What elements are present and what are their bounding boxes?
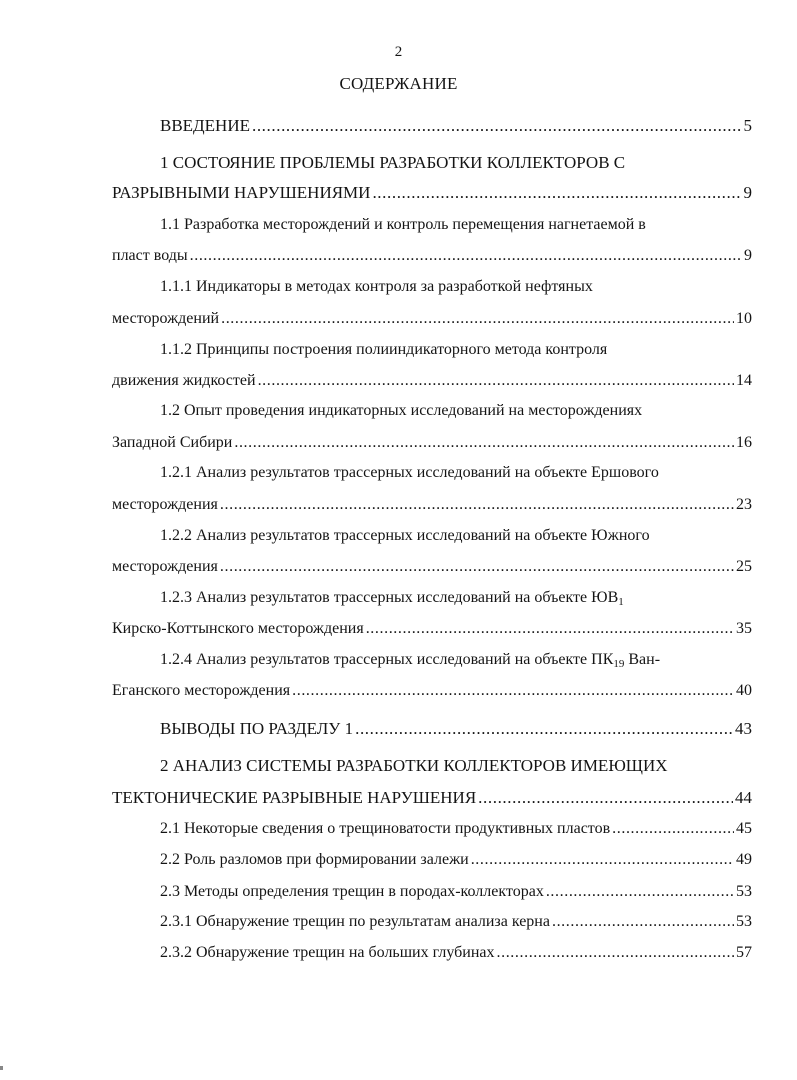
toc-entry-2-3[interactable]	[160, 880, 752, 904]
toc-entry-title: 2.3.1 Обнаружение трещин по результатам анализа керна	[160, 913, 550, 930]
dot-leader	[546, 880, 734, 904]
toc-entry-1-2-1[interactable]	[112, 493, 752, 517]
toc-entry-title-text: 1.2.4 Анализ результатов трассерных исследований на объекте ПК	[160, 651, 614, 668]
toc-entry-conclusions-1[interactable]	[160, 717, 752, 741]
subscript: 1	[618, 596, 624, 608]
toc-entry-section-1-title: 1 СОСТОЯНИЕ ПРОБЛЕМЫ РАЗРАБОТКИ КОЛЛЕКТОРОВ С	[160, 153, 626, 172]
dot-leader	[478, 786, 733, 810]
toc-entry-1-2[interactable]	[112, 431, 752, 455]
toc-entry-title: 2.3.2 Обнаружение трещин на больших глубинах	[160, 944, 495, 961]
toc-page-number: 14	[736, 372, 752, 389]
toc-entry-title: ВВЕДЕНИЕ	[160, 116, 250, 135]
toc-entry-1-2-2-title: 1.2.2 Анализ результатов трассерных исследований на объекте Южного	[160, 527, 650, 544]
toc-entry-introduction[interactable]	[160, 114, 752, 138]
toc-entry-title: Западной Сибири	[112, 434, 233, 451]
toc-entry-title: месторождений	[112, 310, 220, 327]
toc-entry-title: месторождения	[112, 558, 218, 575]
dot-leader	[372, 181, 741, 205]
dot-leader	[220, 493, 734, 517]
toc-entry-2-3-2[interactable]	[160, 941, 752, 965]
toc-entry-1-2-3-title	[160, 586, 752, 610]
toc-entry-1-2-title: 1.2 Опыт проведения индикаторных исследований на месторождениях	[160, 402, 643, 419]
dot-leader	[220, 555, 734, 579]
toc-entry-title-tail: Ван-	[624, 651, 661, 668]
toc-page-number: 16	[736, 434, 752, 451]
toc-page-number: 9	[744, 247, 752, 264]
toc-page-number: 25	[736, 558, 752, 575]
toc-entry-1-1-1[interactable]	[112, 307, 752, 331]
toc-entry-section-2[interactable]	[112, 786, 752, 810]
toc-entry-1-1-1-title: 1.1.1 Индикаторы в методах контроля за разработкой нефтяных	[160, 278, 593, 295]
toc-entry-title: РАЗРЫВНЫМИ НАРУШЕНИЯМИ	[112, 183, 371, 202]
page-title: СОДЕРЖАНИЕ	[339, 74, 458, 93]
dot-leader	[221, 307, 734, 331]
toc-page-number: 43	[735, 719, 752, 738]
dot-leader	[612, 817, 734, 841]
toc-entry-1-2-2[interactable]	[112, 555, 752, 579]
toc-entry-1-2-1-title: 1.2.1 Анализ результатов трассерных исследований на объекте Ершового	[160, 464, 659, 481]
toc-page-number: 44	[735, 788, 752, 807]
toc-entry-title: Кирско-Коттынского месторождения	[112, 620, 364, 637]
toc-entry-title: ТЕКТОНИЧЕСКИЕ РАЗРЫВНЫЕ НАРУШЕНИЯ	[112, 788, 477, 807]
toc-entry-2-2[interactable]	[160, 848, 752, 872]
toc-entry-title: 2.3 Методы определения трещин в породах-коллекторах	[160, 883, 544, 900]
dot-leader	[252, 114, 742, 138]
toc-page-number: 10	[736, 310, 752, 327]
toc-entry-1-1[interactable]	[112, 244, 752, 268]
toc-entry-1-1-2-title: 1.1.2 Принципы построения полииндикаторного метода контроля	[160, 341, 608, 358]
toc-entry-title: пласт воды	[112, 247, 188, 264]
toc-entry-section-2-title: 2 АНАЛИЗ СИСТЕМЫ РАЗРАБОТКИ КОЛЛЕКТОРОВ ИМЕЮЩИХ	[160, 756, 668, 775]
toc-entry-1-1-2[interactable]	[112, 369, 752, 393]
toc-entry-title-text: 1.2.3 Анализ результатов трассерных исследований на объекте ЮВ	[160, 589, 619, 606]
toc-entry-title: движения жидкостей	[112, 372, 256, 389]
toc-entry-1-2-3[interactable]	[112, 617, 752, 641]
dot-leader	[190, 244, 742, 268]
scan-mark	[0, 1066, 3, 1070]
toc-page-number: 49	[736, 851, 752, 868]
dot-leader	[355, 717, 733, 741]
toc-entry-title: 2.1 Некоторые сведения о трещиноватости продуктивных пластов	[160, 820, 611, 837]
dot-leader	[366, 617, 734, 641]
toc-page-number: 53	[736, 913, 752, 930]
dot-leader	[292, 679, 734, 703]
toc-entry-title: месторождения	[112, 496, 218, 513]
dot-leader	[552, 910, 734, 934]
toc-page-number: 57	[736, 944, 752, 961]
toc-entry-2-1[interactable]	[160, 817, 752, 841]
dot-leader	[497, 941, 735, 965]
toc-page-number: 5	[743, 116, 752, 135]
page-number: 2	[394, 44, 403, 60]
toc-page-number: 23	[736, 496, 752, 513]
toc-page-number: 45	[736, 820, 752, 837]
dot-leader	[234, 431, 734, 455]
toc-page-number: 9	[743, 183, 752, 202]
dot-leader	[258, 369, 734, 393]
toc-entry-2-3-1[interactable]	[160, 910, 752, 934]
dot-leader	[471, 848, 734, 872]
toc-page-number: 35	[736, 620, 752, 637]
subscript: 19	[613, 658, 625, 670]
toc-entry-1-2-4-title	[160, 648, 752, 672]
toc-page-number: 53	[736, 883, 752, 900]
toc-entry-section-1[interactable]	[112, 181, 752, 205]
toc-entry-title: ВЫВОДЫ ПО РАЗДЕЛУ 1	[160, 719, 354, 738]
toc-page-number: 40	[736, 682, 752, 699]
toc-entry-title: Еганского месторождения	[112, 682, 291, 699]
toc-entry-title: 2.2 Роль разломов при формировании залежи	[160, 851, 469, 868]
toc-entry-1-2-4[interactable]	[112, 679, 752, 703]
toc-entry-1-1-title: 1.1 Разработка месторождений и контроль перемещения нагнетаемой в	[160, 216, 646, 233]
